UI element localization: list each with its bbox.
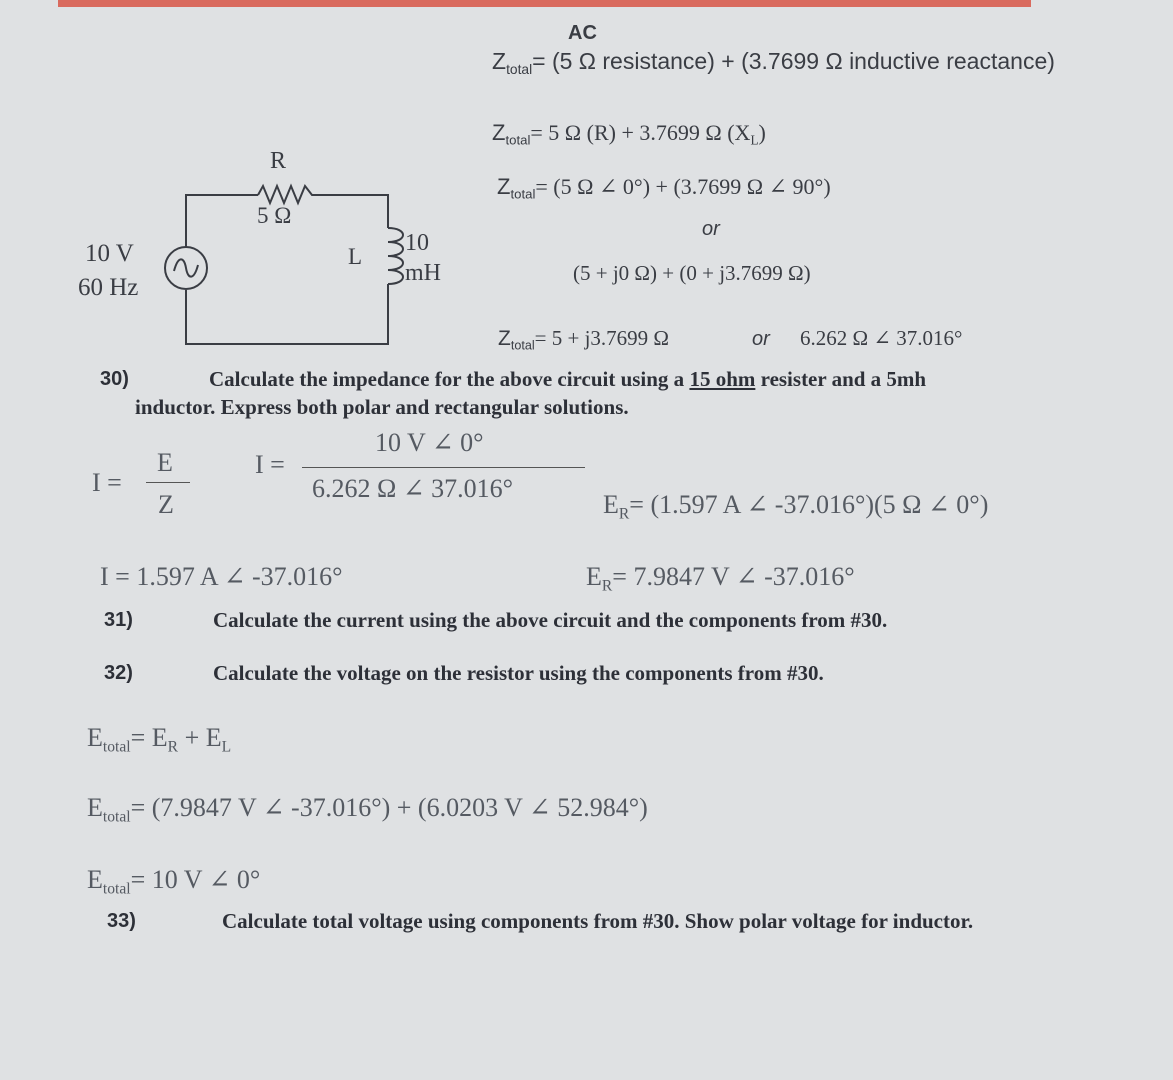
rect-form: (5 + j0 Ω) + (0 + j3.7699 Ω) (573, 261, 811, 285)
z-denominator: Z (158, 490, 174, 519)
etotal-line2-rhs: = (7.9847 V ∠ -37.016°) + (6.0203 V ∠ 52.984°) (130, 793, 648, 822)
z-sub: total (506, 61, 533, 77)
question-33-text: Calculate total voltage using components from #30. Show polar voltage for inductor. (222, 909, 974, 933)
etotal-line1 (87, 723, 231, 756)
ztotal-result-rhs: = 5 + j3.7699 Ω (534, 326, 670, 350)
question-30-text-line2: inductor. Express both polar and rectangular solutions. (135, 395, 629, 419)
er-sub: R (618, 505, 630, 523)
er-sub: R (167, 738, 179, 756)
ac-heading: AC (568, 22, 597, 44)
xl-sub: L (750, 132, 759, 148)
current-denominator: 6.262 Ω ∠ 37.016° (312, 474, 514, 503)
resistor-value: 5 Ω (257, 203, 292, 228)
question-31-text: Calculate the current using the above circuit and the components from #30. (213, 608, 888, 632)
wire-top-right (318, 195, 388, 228)
inductor-value-number: 10 (405, 230, 429, 256)
ztotal-line3-rhs: = (5 Ω ∠ 0°) + (3.7699 Ω ∠ 90°) (535, 174, 831, 199)
etotal-sub: total (102, 738, 131, 756)
etotal-line3 (87, 865, 260, 898)
inductor-symbol (388, 228, 403, 284)
inductor-value-unit: mH (405, 260, 441, 286)
q30-text-b: resister and a 5mh (755, 367, 927, 391)
polar-result: 6.262 Ω ∠ 37.016° (800, 326, 963, 350)
question-30-number: 30) (100, 368, 129, 390)
er-expression (603, 490, 988, 523)
question-32-text: Calculate the voltage on the resistor using the components from #30. (213, 661, 824, 685)
er-expr: = (1.597 A ∠ -37.016°)(5 Ω ∠ 0°) (629, 490, 989, 519)
current-result: I = 1.597 A ∠ -37.016° (100, 562, 343, 591)
z-sub: total (505, 132, 531, 148)
resistor-label: R (270, 148, 287, 174)
ztotal-line1-rhs: = (5 Ω resistance) + (3.7699 Ω inductive reactance) (532, 48, 1055, 74)
source-frequency: 60 Hz (78, 274, 139, 301)
inductor-label: L (348, 244, 363, 269)
etotal-line2 (87, 793, 648, 826)
sine-wave-icon (174, 259, 198, 276)
etotal-symbol: E (87, 865, 103, 894)
question-32-number: 32) (104, 662, 133, 684)
question-31-number: 31) (104, 609, 133, 631)
wire-top-left (186, 195, 258, 247)
etotal-symbol: E (87, 723, 103, 752)
etotal-eq: = E (130, 723, 168, 752)
etotal-line3-rhs: = 10 V ∠ 0° (130, 865, 261, 894)
etotal-plus: + E (178, 723, 222, 752)
er-result-value: = 7.9847 V ∠ -37.016° (612, 562, 855, 591)
current-numerator: 10 V ∠ 0° (375, 428, 484, 457)
er-result (586, 562, 855, 595)
el-sub: L (221, 738, 232, 756)
z-sub: total (510, 338, 535, 353)
er-symbol: E (603, 490, 619, 519)
er-sub: R (601, 577, 613, 595)
e-numerator: E (157, 448, 173, 477)
fraction-bar-ez (146, 482, 190, 483)
er-symbol: E (586, 562, 602, 591)
q30-text-a: Calculate the impedance for the above circuit using a (209, 367, 690, 391)
question-30-text-line1 (209, 367, 926, 392)
etotal-sub: total (102, 808, 131, 826)
question-33-number: 33) (107, 910, 136, 932)
xl-close: ) (758, 120, 766, 145)
etotal-symbol: E (87, 793, 103, 822)
i-equals: I = (92, 468, 122, 497)
or-text-2: or (752, 328, 770, 350)
z-sub: total (510, 186, 536, 202)
z-symbol: Z (497, 174, 511, 199)
z-symbol: Z (498, 327, 511, 350)
source-voltage: 10 V (85, 240, 134, 267)
wire-bottom (186, 284, 388, 344)
resistor-symbol (258, 186, 318, 203)
q30-ohm: 15 ohm (689, 367, 756, 391)
z-symbol: Z (492, 120, 506, 145)
i-equals-2: I = (255, 450, 285, 479)
ztotal-line2-rhs: = 5 Ω (R) + 3.7699 Ω (X (530, 120, 751, 145)
etotal-sub: total (102, 880, 131, 898)
z-symbol: Z (492, 48, 507, 74)
or-text: or (702, 218, 720, 240)
fraction-bar-current (302, 467, 585, 468)
